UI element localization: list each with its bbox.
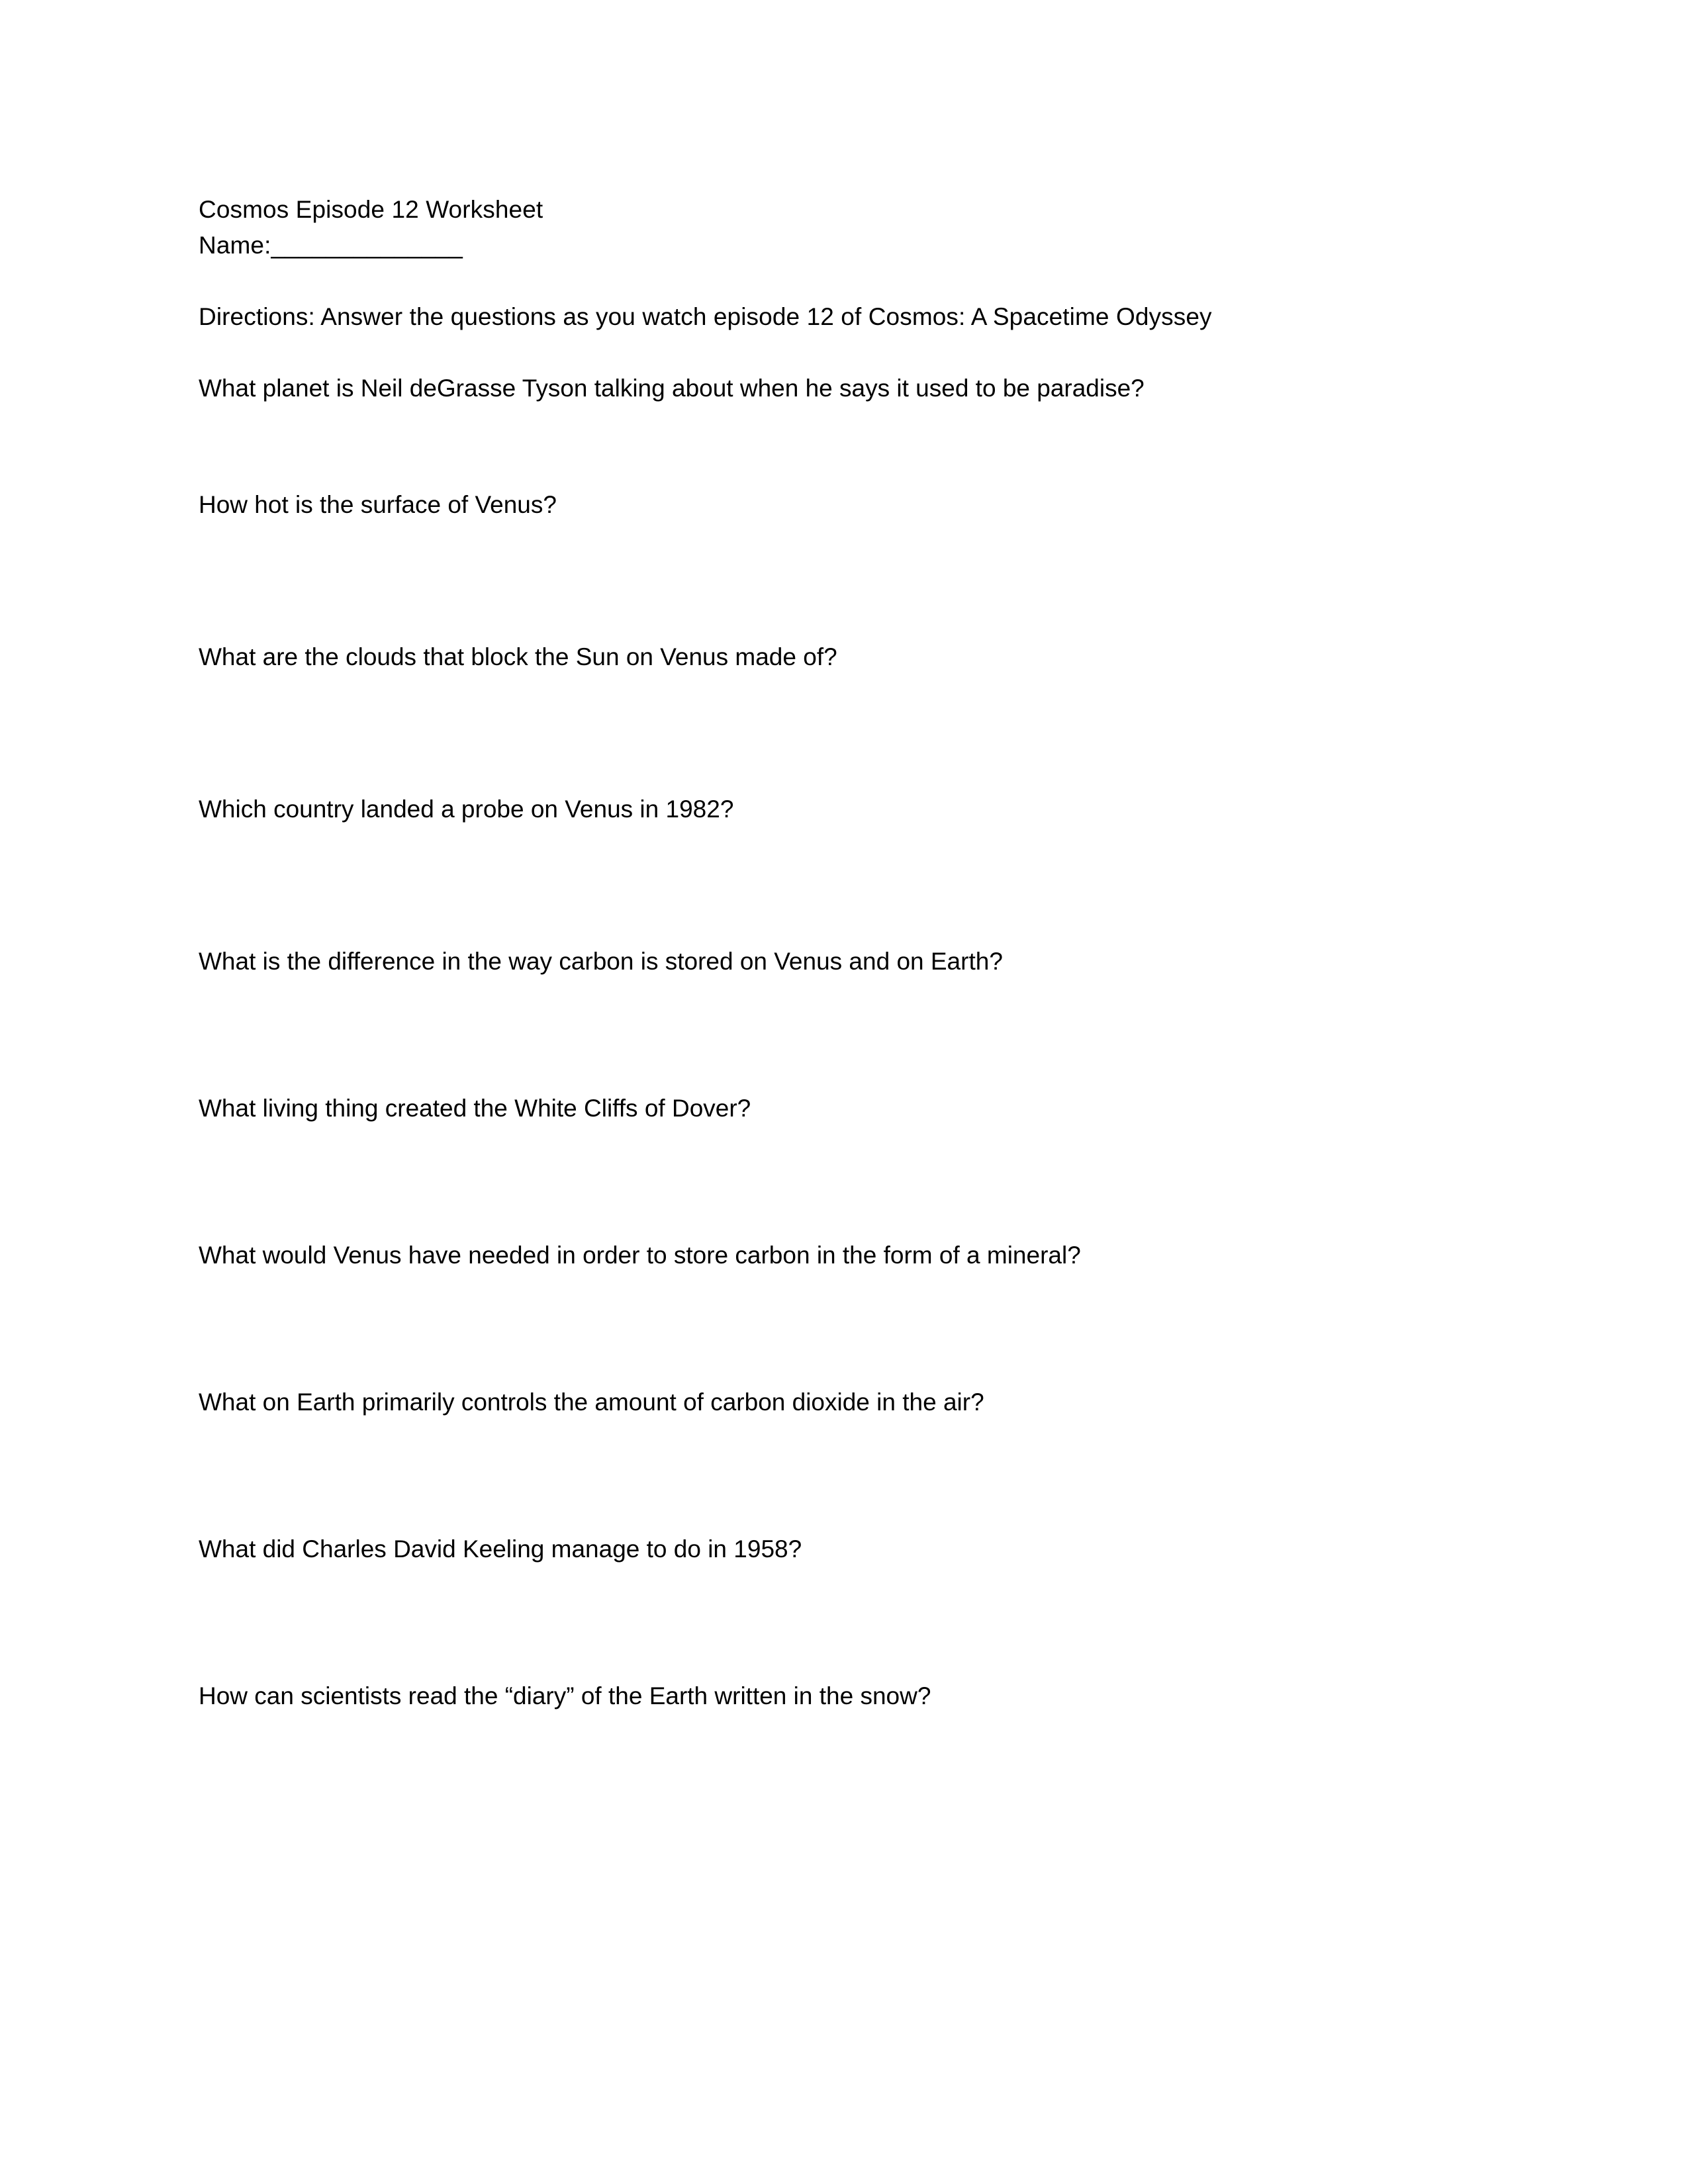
answer-space-1	[199, 406, 1489, 487]
question-3: What are the clouds that block the Sun on Venus made of?	[199, 643, 837, 670]
question-6: What living thing created the White Cliffs of Dover?	[199, 1095, 751, 1122]
answer-space-9	[199, 1567, 1489, 1678]
name-field-label: Name:______________	[199, 232, 463, 259]
question-5: What is the difference in the way carbon is stored on Venus and on Earth?	[199, 948, 1003, 975]
question-4: Which country landed a probe on Venus in 1982?	[199, 796, 734, 823]
document-body	[199, 192, 1489, 1714]
answer-space-3	[199, 675, 1489, 792]
answer-space-4	[199, 827, 1489, 944]
answer-space-7	[199, 1273, 1489, 1385]
question-8: What on Earth primarily controls the amount of carbon dioxide in the air?	[199, 1388, 984, 1416]
spacer-after-directions	[199, 335, 1489, 371]
question-10: How can scientists read the “diary” of the Earth written in the snow?	[199, 1682, 931, 1709]
answer-space-2	[199, 523, 1489, 639]
document-title: Cosmos Episode 12 Worksheet	[199, 196, 543, 223]
answer-space-8	[199, 1420, 1489, 1531]
answer-space-5	[199, 979, 1489, 1091]
directions-text: Directions: Answer the questions as you watch episode 12 of Cosmos: A Spacetime Odyssey	[199, 303, 1212, 330]
question-2: How hot is the surface of Venus?	[199, 491, 557, 518]
question-7: What would Venus have needed in order to store carbon in the form of a mineral?	[199, 1242, 1081, 1269]
question-1: What planet is Neil deGrasse Tyson talking about when he says it used to be paradise?	[199, 375, 1145, 402]
spacer-after-header	[199, 263, 1489, 299]
document-header	[199, 192, 1489, 263]
question-9: What did Charles David Keeling manage to do in 1958?	[199, 1535, 802, 1563]
answer-space-6	[199, 1126, 1489, 1238]
